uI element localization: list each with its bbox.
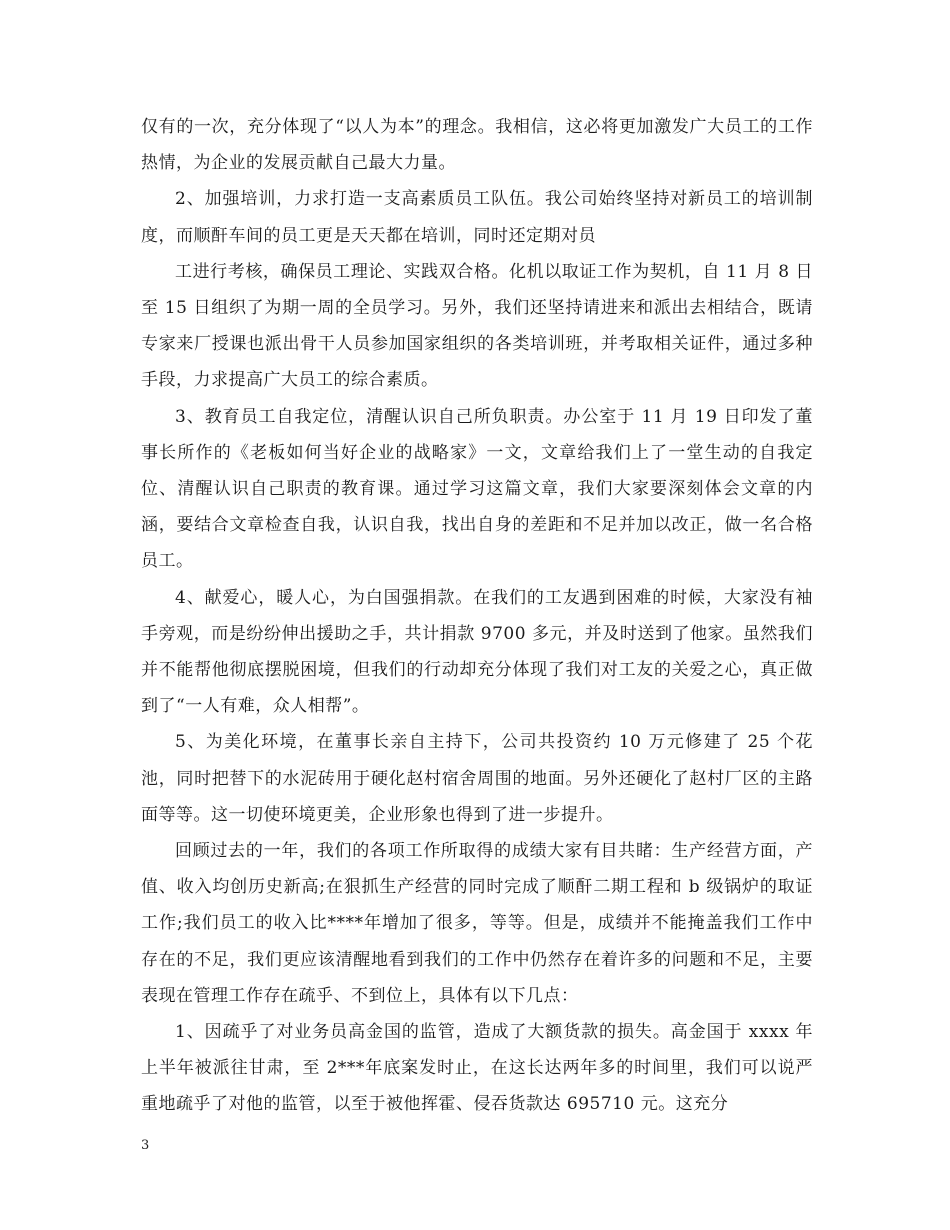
paragraph-training: 2、加强培训，力求打造一支高素质员工队伍。我公司始终坚持对新员工的培训制度，而顺酐车间的员工更是天天都在培训，同时还定期对员 [141,189,813,246]
paragraph-issue-1: 1、因疏乎了对业务员高金国的监管，造成了大额货款的损失。高金国于 xxxx 年上半年被派往甘肃，至 2***年底案发时止，在这长达两年多的时间里，我们可以说严重地疏乎了对他的监管，以至于被他挥霍、侵吞货款达 695710 元。这充分 [141,1022,813,1115]
paragraph-continuation: 仅有的一次，充分体现了“以人为本”的理念。我相信，这必将更加激发广大员工的工作热情，为企业的发展贡献自己最大力量。 [141,117,813,174]
document-body [141,109,813,1123]
paragraph-assessment: 工进行考核，确保员工理论、实践双合格。化机以取证工作为契机，自 11 月 8 日至 15 日组织了为期一周的全员学习。另外，我们还坚持请进来和派出去相结合，既请专家来厂授课也派出骨干人员参加国家组织的各类培训班，并考取相关证件，通过多种手段，力求提高广大员工的综合素质。 [141,261,813,391]
paragraph-self-positioning: 3、教育员工自我定位，清醒认识自己所负职责。办公室于 11 月 19 日印发了董事长所作的《老板如何当好企业的战略家》一文，文章给我们上了一堂生动的自我定位、清醒认识自己职责的教育课。通过学习这篇文章，我们大家要深刻体会文章的内涵，要结合文章检查自我，认识自我，找出自身的差距和不足并加以改正，做一名合格员工。 [141,406,813,572]
paragraph-donation: 4、献爱心，暖人心，为白国强捐款。在我们的工友遇到困难的时候，大家没有袖手旁观，而是纷纷伸出援助之手，共计捐款 9700 多元，并及时送到了他家。虽然我们并不能帮他彻底摆脱困境，但我们的行动却充分体现了我们对工友的关爱之心，真正做到了“一人有难，众人相帮”。 [141,587,813,717]
paragraph-review: 回顾过去的一年，我们的各项工作所取得的成绩大家有目共睹：生产经营方面，产值、收入均创历史新高;在狠抓生产经营的同时完成了顺酐二期工程和 b 级锅炉的取证工作;我们员工的收入比****年增加了很多，等等。但是，成绩并不能掩盖我们工作中存在的不足，我们更应该清醒地看到我们的工作中仍然存在着许多的问题和不足，主要表现在管理工作存在疏乎、不到位上，具体有以下几点： [141,841,813,1006]
paragraph-environment: 5、为美化环境，在董事长亲自主持下，公司共投资约 10 万元修建了 25 个花池，同时把替下的水泥砖用于硬化赵村宿舍周围的地面。另外还硬化了赵村厂区的主路面等等。这一切使环境更美，企业形象也得到了进一步提升。 [141,732,813,825]
page-number: 3 [141,1138,150,1153]
